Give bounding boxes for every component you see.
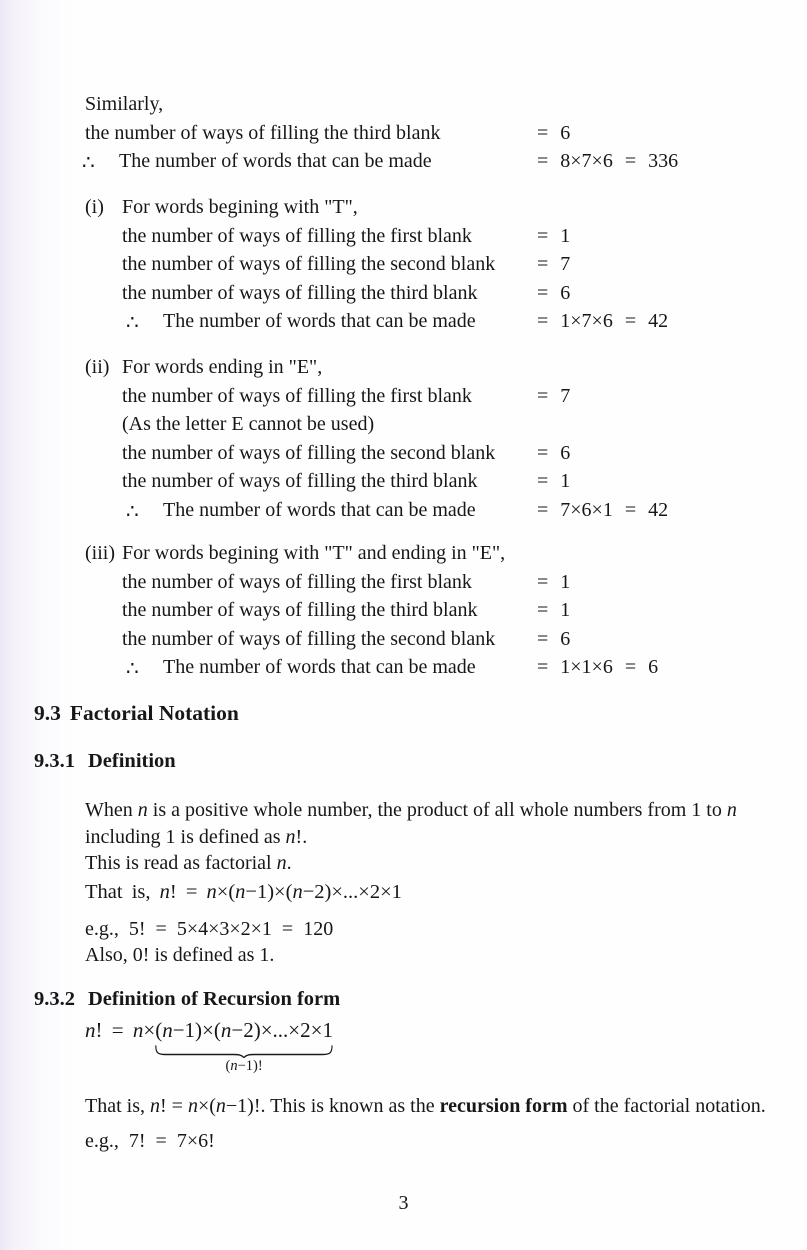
section-title: Factorial Notation: [69, 701, 239, 725]
row-value: = 7×6×1 = 42: [537, 498, 669, 521]
item-marker: (iii): [85, 542, 115, 564]
item-title: For words ending in "E",: [122, 356, 323, 378]
underbrace-label: (n−1)!: [225, 1058, 263, 1074]
section-heading-9-3: [34, 701, 239, 726]
therefore-symbol: ∴: [126, 312, 139, 334]
underbrace-icon: [155, 1045, 333, 1058]
row-label: The number of words that can be made: [163, 656, 476, 678]
row-value: = 6: [537, 281, 571, 304]
row-label: the number of ways of filling the third blank: [122, 599, 478, 621]
therefore-symbol: ∴: [126, 500, 139, 523]
formula-factorial-expansion: That is, n! = n×(n−1)×(n−2)×...×2×1: [85, 881, 402, 903]
formula-head: n! = n×: [85, 1018, 156, 1042]
row-label: The number of words that can be made: [163, 498, 476, 521]
row-value: = 1: [537, 570, 571, 593]
recursion-sentence: That is, n! = n×(n−1)!. This is known as the recursion form of the factorial notation.: [85, 1095, 766, 1117]
section-heading-9-3-2: [34, 988, 340, 1011]
row-value: = 7: [537, 253, 571, 275]
definition-paragraph: [85, 797, 737, 877]
row-value: = 1×7×6 = 42: [537, 310, 669, 332]
paragraph-line: This is read as factorial n.: [85, 852, 292, 874]
row-label: the number of ways of filling the second blank: [122, 627, 496, 650]
row-value: = 6: [537, 441, 571, 464]
note-text: (As the letter E cannot be used): [122, 413, 375, 435]
note-zero-factorial: Also, 0! is defined as 1.: [85, 944, 275, 966]
row-label: the number of ways of filling the third blank: [122, 470, 478, 492]
row-label: the number of ways of filling the second blank: [122, 441, 496, 464]
therefore-symbol: ∴: [126, 658, 139, 680]
therefore-symbol: ∴: [82, 152, 95, 174]
row-value: = 1: [537, 599, 571, 621]
braced-terms: (n−1)×(n−2)×...×2×1: [155, 1018, 333, 1042]
row-value: = 7: [537, 384, 571, 407]
row-label: The number of words that can be made: [163, 310, 476, 332]
row-value: = 6: [537, 627, 571, 650]
lead-text: Similarly,: [85, 93, 164, 115]
row-label: the number of ways of filling the first blank: [122, 570, 472, 593]
underbraced-expression: [155, 1018, 333, 1074]
row-label: the number of ways of filling the second blank: [122, 253, 496, 275]
section-number: 9.3.2: [34, 988, 75, 1010]
row-label: the number of ways of filling the first blank: [122, 384, 472, 407]
paragraph-line: including 1 is defined as n!.: [85, 825, 308, 848]
row-value: = 6: [537, 121, 571, 144]
item-title: For words begining with "T" and ending in "E",: [122, 542, 506, 564]
item-marker: (ii): [85, 356, 110, 378]
row-value: = 8×7×6 = 336: [537, 150, 679, 172]
paragraph-line: When n is a positive whole number, the product of all whole numbers from 1 to n: [85, 799, 737, 821]
row-value: = 1: [537, 470, 571, 492]
row-label: the number of ways of filling the third blank: [85, 121, 441, 144]
section-title: Definition: [88, 750, 176, 772]
row-label: the number of ways of filling the third blank: [122, 281, 478, 304]
row-label: The number of words that can be made: [119, 150, 432, 172]
item-title: For words begining with "T",: [122, 196, 358, 218]
formula-recursion: [85, 1018, 333, 1074]
section-title: Definition of Recursion form: [88, 988, 341, 1010]
page-number: 3: [398, 1192, 409, 1214]
section-number: 9.3: [34, 701, 61, 725]
section-number: 9.3.1: [34, 750, 75, 772]
example-7-factorial: e.g., 7! = 7×6!: [85, 1130, 215, 1152]
row-value: = 1×1×6 = 6: [537, 656, 659, 678]
row-label: the number of ways of filling the first blank: [122, 224, 472, 247]
item-marker: (i): [85, 196, 104, 218]
section-heading-9-3-1: [34, 750, 176, 773]
row-value: = 1: [537, 224, 571, 247]
example-5-factorial: e.g., 5! = 5×4×3×2×1 = 120: [85, 918, 334, 940]
